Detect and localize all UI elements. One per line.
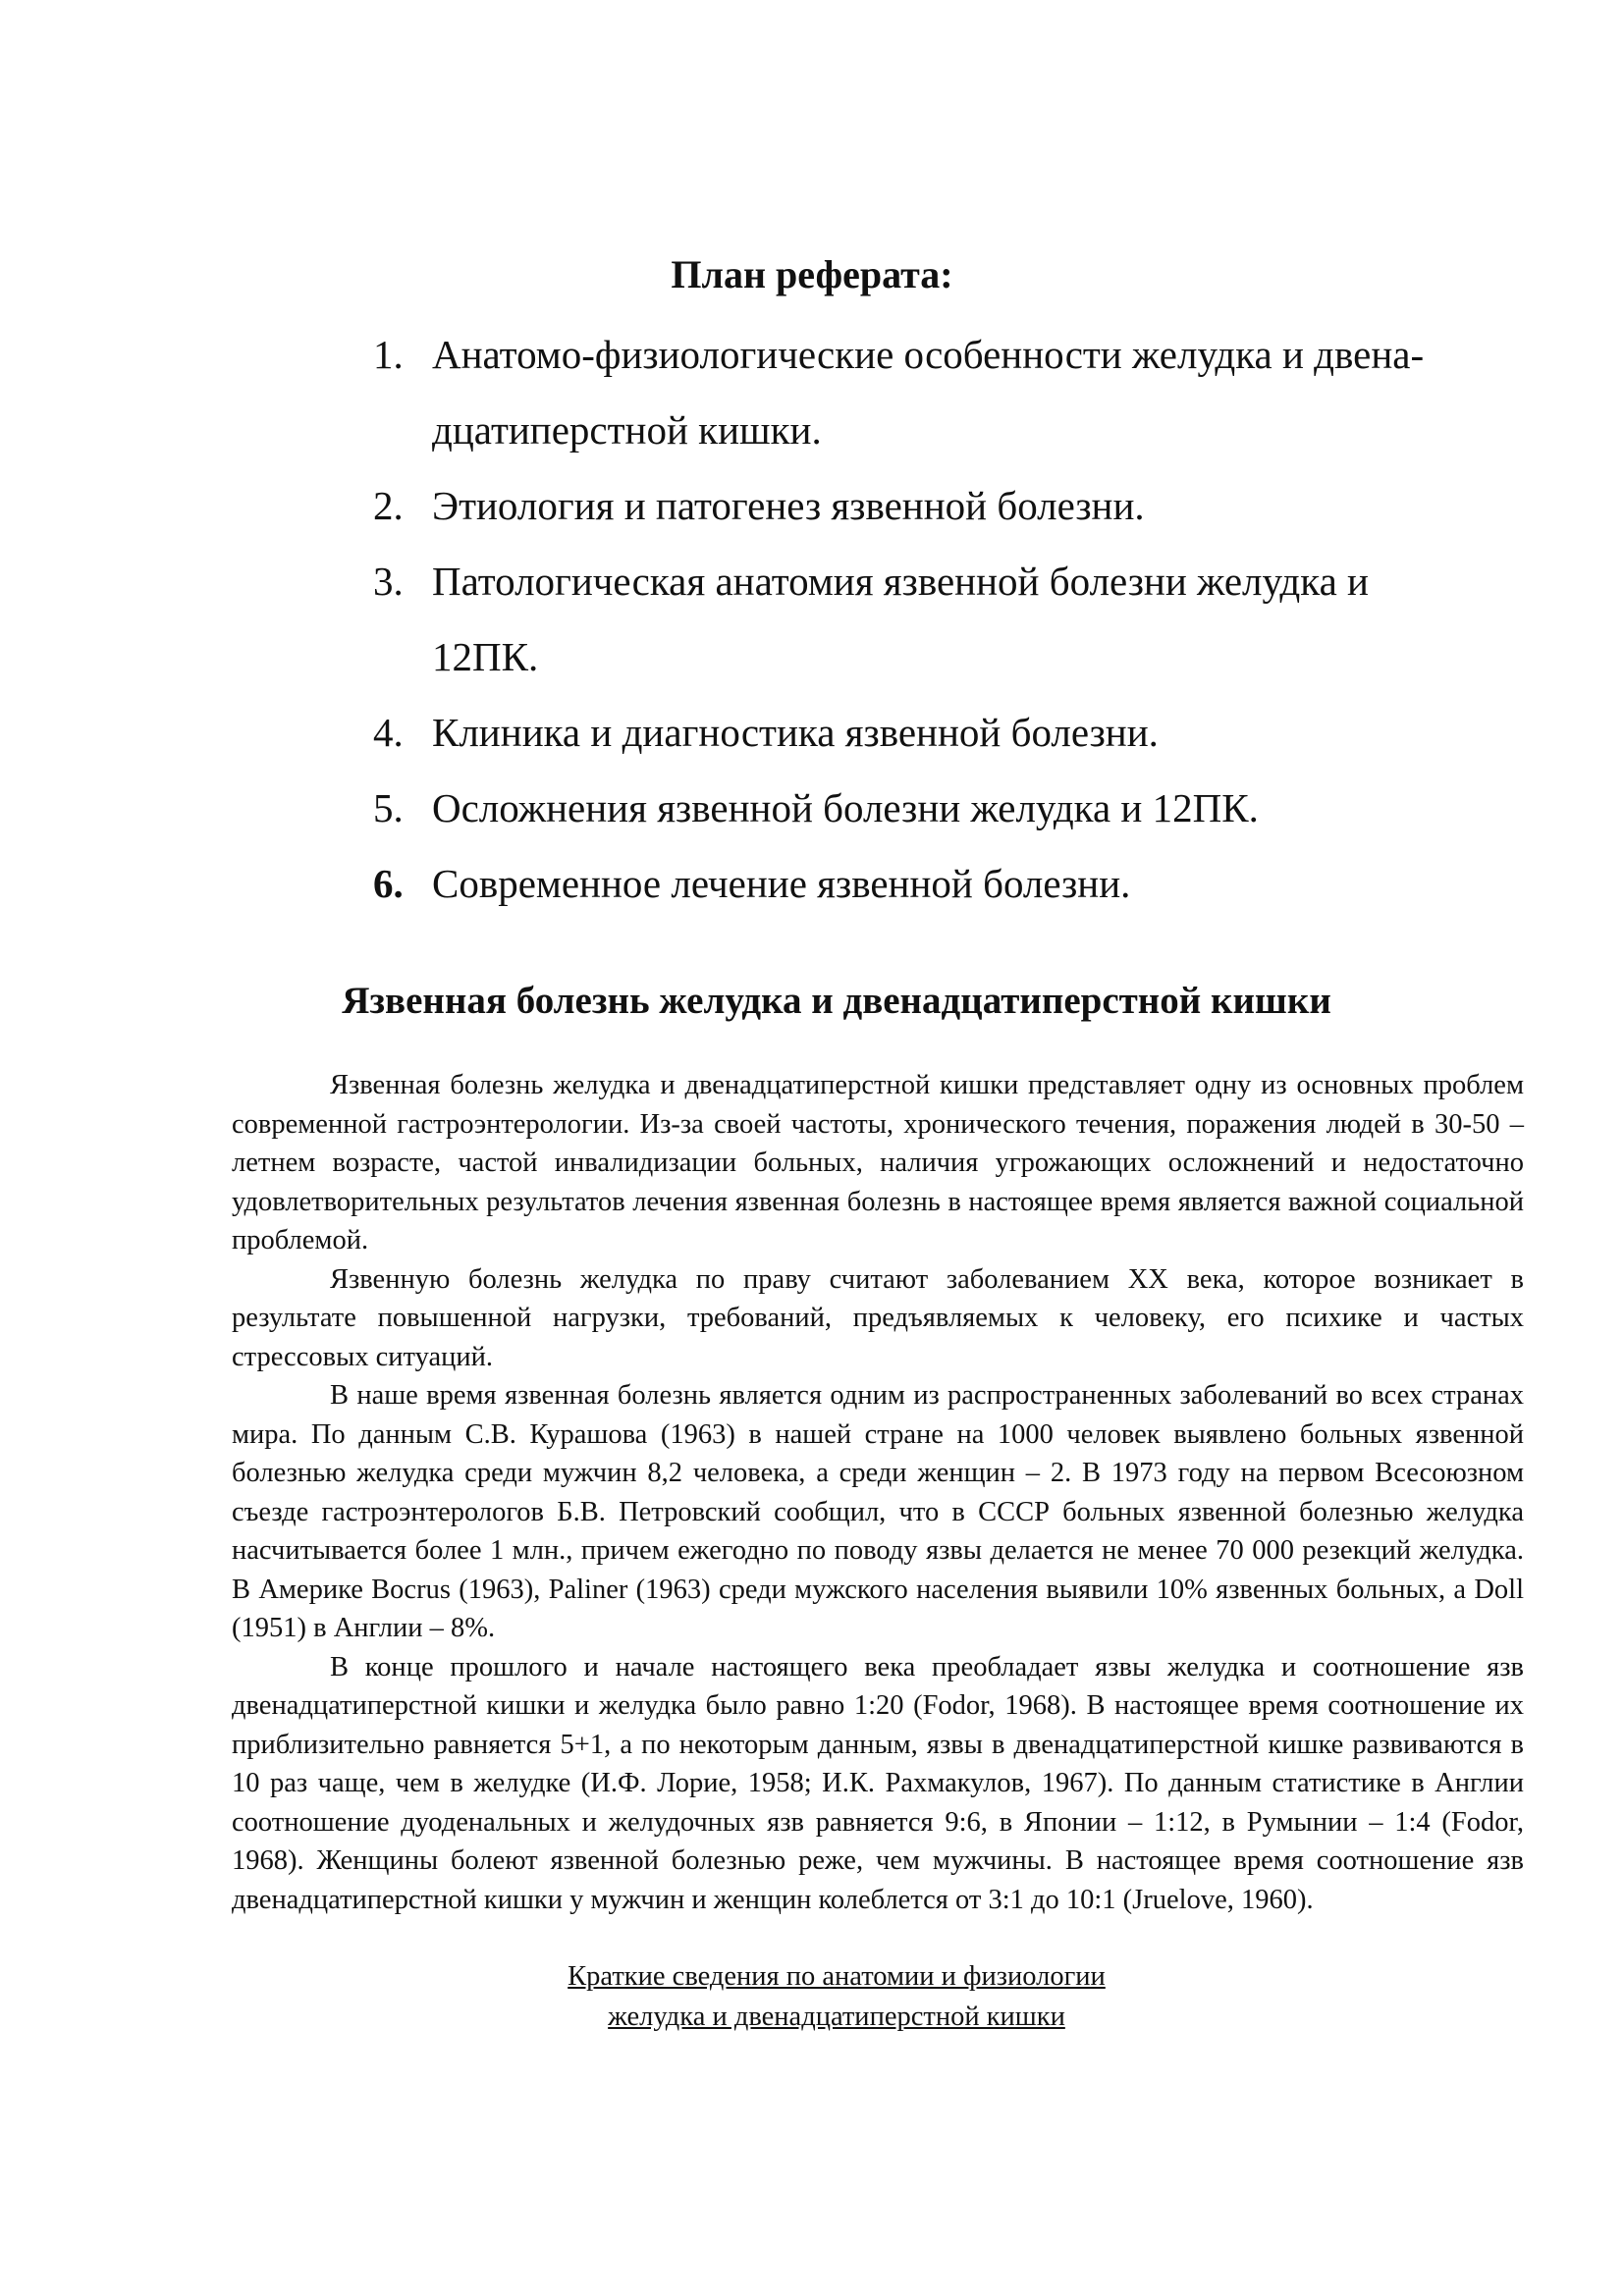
plan-item-number: 1. xyxy=(373,332,404,377)
section-subheading xyxy=(0,1956,1624,2037)
plan-item-number: 5. xyxy=(373,785,404,830)
article-paragraph: Язвенную болезнь желудка по праву считают заболеванием XX века, которое возникает в результате повышенной нагрузки, требований, предъявляемых к человеку, его психике и частых стрессовых ситуаций. xyxy=(232,1263,1524,1372)
article-paragraph: В наше время язвенная болезнь является одним из распространенных заболеваний во всех странах мира. По данным С.В. Курашова (1963) в нашей стране на 1000 человек выявлено больных язвенной болезнью желудка среди мужчин 8,2 человека, а среди женщин – 2. В 1973 году на первом Всесоюзном съезде гастроэнтерологов Б.В. Петровский сообщил, что в СССР больных язвенной болезнью желудка насчитывается более 1 млн., причем ежегодно по поводу язвы делается не менее 70 000 резекций желудка. В Америке Bocrus (1963), Paliner (1963) среди мужского населения выявили 10% язвенных больных, а Doll (1951) в Англии – 8%. xyxy=(232,1380,1524,1643)
plan-item-number: 6. xyxy=(373,861,404,906)
section-subheading-line: желудка и двенадцатиперстной кишки xyxy=(608,2002,1065,2032)
plan-item-text-continuation: 12ПК. xyxy=(432,634,539,679)
plan-title: План реферата: xyxy=(671,252,953,296)
plan-list xyxy=(373,317,1551,922)
plan-item-text-continuation: дцатиперстной кишки. xyxy=(432,407,822,453)
plan-item-4 xyxy=(373,695,1551,771)
plan-item-text: Клиника и диагностика язвенной болезни. xyxy=(432,710,1159,755)
plan-item-text: Современное лечение язвенной болезни. xyxy=(432,861,1131,906)
plan-item-text: Этиология и патогенез язвенной болезни. xyxy=(432,483,1145,528)
article-paragraph: Язвенная болезнь желудка и двенадцатиперстной кишки представляет одну из основных проблем современной гастроэнтерологии. Из-за своей частоты, хронического течения, поражения людей в 30-50 – летнем возрасте, частой инвалидизации больных, наличия угрожающих осложнений и недостаточно удовлетворительных результатов лечения язвенная болезнь в настоящее время является важной социальной проблемой. xyxy=(232,1070,1524,1255)
plan-item-1 xyxy=(373,317,1551,468)
plan-item-number: 2. xyxy=(373,483,404,528)
plan-item-text: Патологическая анатомия язвенной болезни желудка и xyxy=(432,559,1369,604)
plan-item-number: 4. xyxy=(373,710,404,755)
article-heading: Язвенная болезнь желудка и двенадцатиперстной кишки xyxy=(342,980,1331,1022)
article-body xyxy=(232,1066,1524,1919)
plan-item-6 xyxy=(373,846,1551,922)
plan-item-text: Анатомо-физиологические особенности желудка и двена- xyxy=(432,332,1425,377)
plan-item-3 xyxy=(373,544,1551,695)
plan-item-number: 3. xyxy=(373,559,404,604)
plan-item-text: Осложнения язвенной болезни желудка и 12ПК. xyxy=(432,785,1259,830)
article-paragraph: В конце прошлого и начале настоящего века преобладает язвы желудка и соотношение язв двенадцатиперстной кишки и желудка было равно 1:20 (Fodor, 1968). В настоящее время соотношение их приблизительно равняется 5+1, а по некоторым данным, язвы в двенадцатиперстной кишке развиваются в 10 раз чаще, чем в желудке (И.Ф. Лорие, 1958; И.К. Рахмакулов, 1967). По данным статистике в Англии соотношение дуоденальных и желудочных язв равняется 9:6, в Японии – 1:12, в Румынии – 1:4 (Fodor, 1968). Женщины болеют язвенной болезнью реже, чем мужчины. В настоящее время соотношение язв двенадцатиперстной кишки у мужчин и женщин колеблется от 3:1 до 10:1 (Jruelove, 1960). xyxy=(232,1651,1524,1915)
section-subheading-line: Краткие сведения по анатомии и физиологии xyxy=(568,1961,1106,1992)
plan-item-2 xyxy=(373,468,1551,544)
plan-item-5 xyxy=(373,771,1551,846)
